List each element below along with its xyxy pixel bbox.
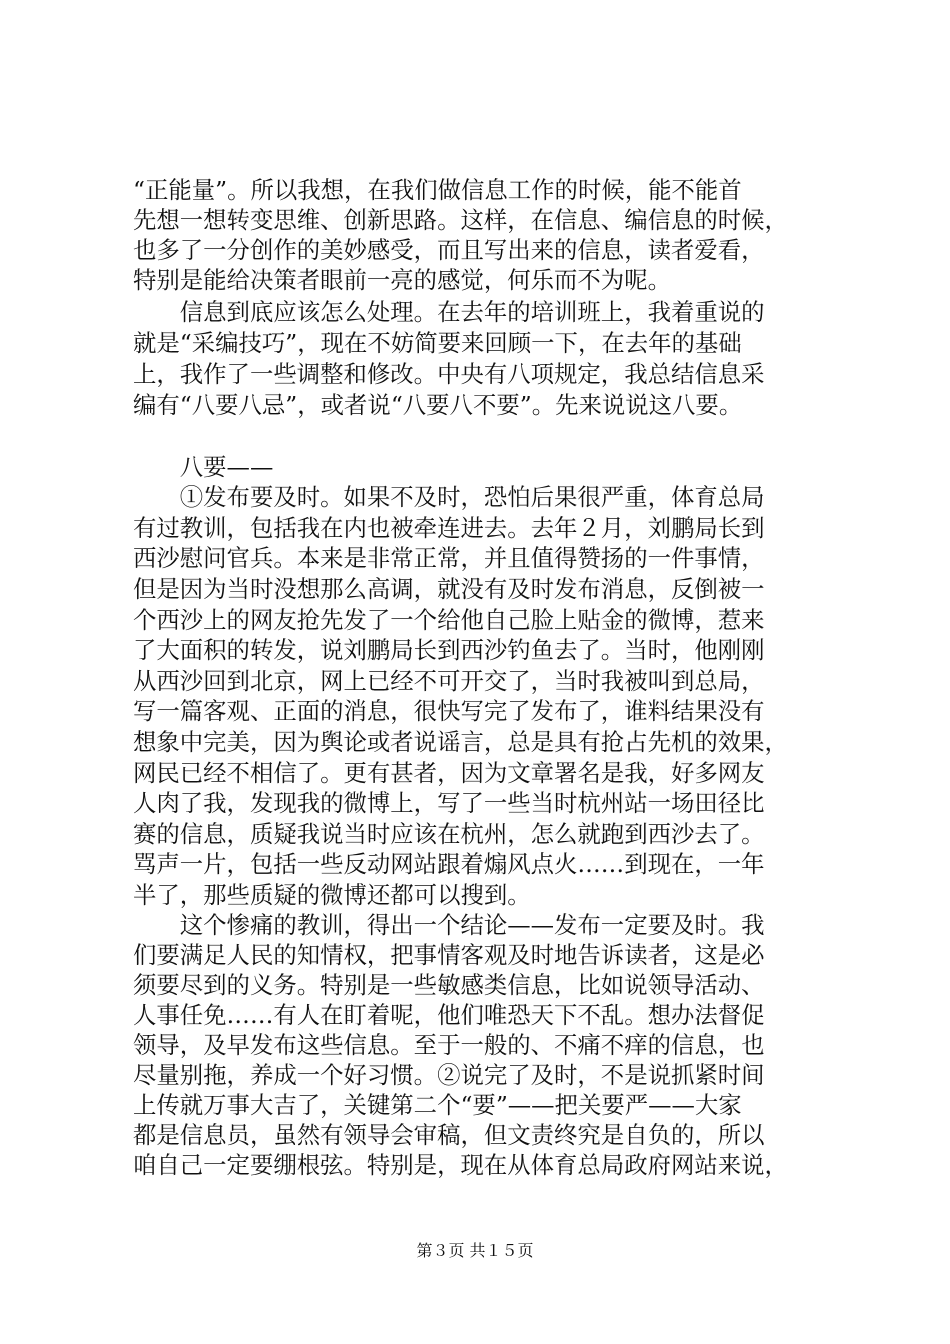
text-line: 特别是能给决策者眼前一亮的感觉，何乐而不为呢。 [133,266,671,294]
text-line: 先想一想转变思维、创新思路。这样，在信息、编信息的时候， [133,206,788,234]
text-line: 想象中完美，因为舆论或者说谣言，总是具有抢占先机的效果， [133,728,788,756]
text-line: 咱自己一定要绷根弦。特别是，现在从体育总局政府网站来说， [133,1151,788,1179]
text-line: 也多了一分创作的美妙感受，而且写出来的信息，读者爱看， [133,236,765,264]
text-line: 都是信息员，虽然有领导会审稿，但文责终究是自负的，所以 [133,1121,765,1149]
text-line: 这个惨痛的教训，得出一个结论——发布一定要及时。我 [133,911,765,939]
text-line: 须要尽到的义务。特别是一些敏感类信息，比如说领导活动、 [133,971,765,999]
text-line: “正能量”。所以我想，在我们做信息工作的时候，能不能首 [133,176,742,204]
text-line: 信息到底应该怎么处理。在去年的培训班上，我着重说的 [133,298,765,326]
text-line: 上，我作了一些调整和修改。中央有八项规定，我总结信息采 [133,360,765,388]
section-heading: 八要—— [133,453,274,481]
page-number-footer: 第３页 共１５页 [416,1241,534,1260]
text-line: 但是因为当时没想那么高调，就没有及时发布消息，反倒被一 [133,575,765,603]
text-line: 从西沙回到北京，网上已经不可开交了，当时我被叫到总局， [133,667,765,695]
text-line: 个西沙上的网友抢先发了一个给他自己脸上贴金的微博，惹来 [133,606,765,634]
text-line: 们要满足人民的知情权，把事情客观及时地告诉读者，这是必 [133,941,765,969]
text-line: 上传就万事大吉了，关键第二个“要”——把关要严——大家 [133,1091,742,1119]
text-line: ①发布要及时。如果不及时，恐怕后果很严重，体育总局 [133,483,765,511]
text-line: 赛的信息，质疑我说当时应该在杭州，怎么就跑到西沙去了。 [133,820,765,848]
text-line: 有过教训，包括我在内也被牵连进去。去年２月，刘鹏局长到 [133,514,765,542]
text-line: 西沙慰问官兵。本来是非常正常，并且值得赞扬的一件事情， [133,544,765,572]
text-line: 尽量别拖，养成一个好习惯。②说完了及时，不是说抓紧时间 [133,1061,765,1089]
text-line: 了大面积的转发，说刘鹏局长到西沙钓鱼去了。当时，他刚刚 [133,636,765,664]
text-line: 骂声一片，包括一些反动网站跟着煽风点火……到现在，一年 [133,850,765,878]
text-line: 半了，那些质疑的微博还都可以搜到。 [133,881,531,909]
text-line: 人肉了我，发现我的微博上，写了一些当时杭州站一场田径比 [133,789,765,817]
text-line: 写一篇客观、正面的消息，很快写完了发布了，谁料结果没有 [133,697,765,725]
text-line: 网民已经不相信了。更有甚者，因为文章署名是我，好多网友 [133,759,765,787]
text-line: 编有“八要八忌”，或者说“八要八不要”。先来说说这八要。 [133,391,743,419]
text-line: 人事任免……有人在盯着呢，他们唯恐天下不乱。想办法督促 [133,1001,765,1029]
text-line: 领导，及早发布这些信息。至于一般的、不痛不痒的信息，也 [133,1031,765,1059]
text-line: 就是“采编技巧”，现在不妨简要来回顾一下，在去年的基础 [133,329,742,357]
